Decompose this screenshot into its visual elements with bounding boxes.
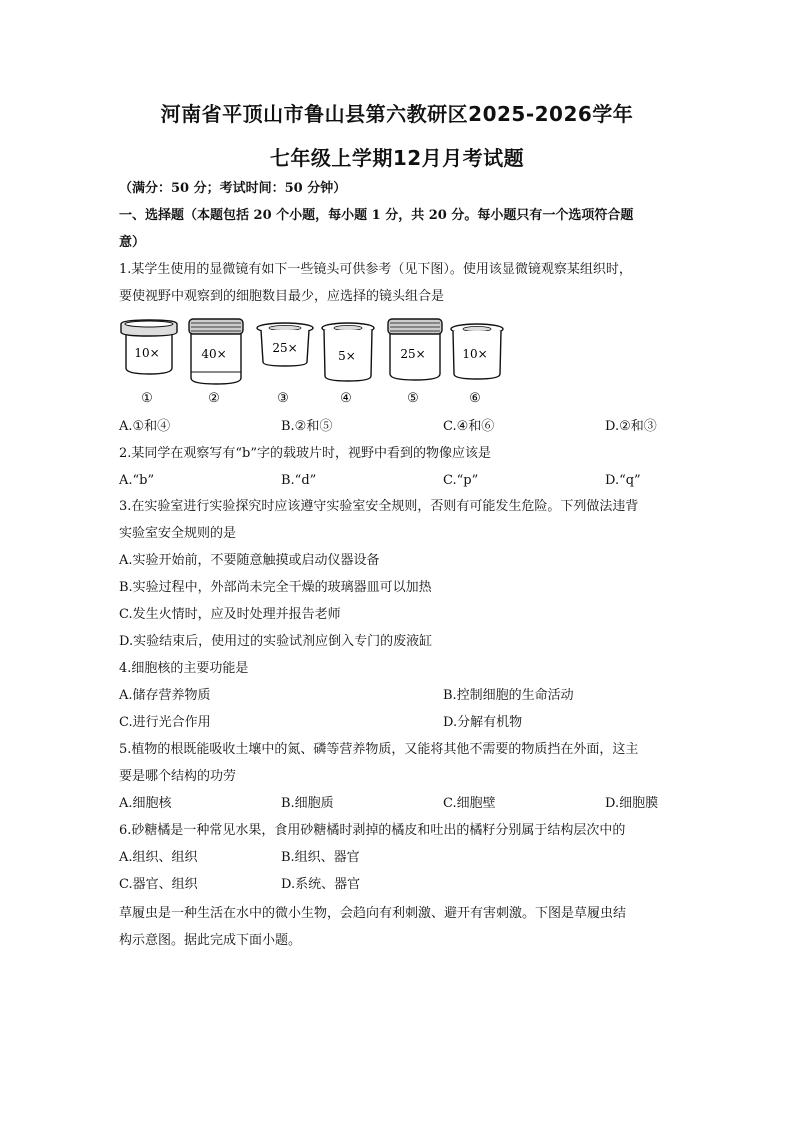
q4-option-b: B.控制细胞的生命活动 [443,688,574,703]
page-title-line-2: 七年级上学期12月月考试题 [269,146,525,170]
passage-line-1: 草履虫是一种生活在水中的微小生物，会趋向有利刺激、避开有害刺激。下图是草履虫结 [119,906,627,921]
q1-option-d: D.②和③ [605,419,657,434]
q5-option-d: D.细胞膜 [605,796,659,811]
lens-5-mag: 25× [400,347,426,361]
exam-meta: （满分：50 分；考试时间：50 分钟） [119,181,347,196]
q4-option-a: A.储存营养物质 [119,688,211,703]
q6-option-c: C.器官、组织 [119,877,198,892]
q6-option-d: D.系统、器官 [281,877,361,892]
q6-option-a: A.组织、组织 [119,850,198,865]
q1-stem-line-2: 要使视野中观察到的细胞数目最少，应选择的镜头组合是 [119,289,445,304]
q3-option-c: C.发生火情时，应及时处理并报告老师 [119,607,341,622]
q2-stem: 2.某同学在观察写有“b”字的载玻片时，视野中看到的物像应该是 [119,446,492,461]
lens-4-objective-icon [322,323,374,406]
passage-line-2: 构示意图。据此完成下面小题。 [119,933,302,948]
lens-3-objective-icon [257,323,313,406]
lens-6-num: ⑥ [469,391,481,406]
lens-1-eyepiece-icon [121,320,177,406]
section-heading-line-1: 一、选择题（本题包括 20 个小题，每小题 1 分，共 20 分。每小题只有一个选项符合题 [119,208,634,223]
q5-option-b: B.细胞质 [281,796,334,811]
q3-option-d: D.实验结束后，使用过的实验试剂应倒入专门的废液缸 [119,634,433,649]
q1-option-a: A.①和④ [119,419,171,434]
q5-stem-line-1: 5.植物的根既能吸收土壤中的氮、磷等营养物质，又能将其他不需要的物质挡在外面，这主 [119,742,639,757]
q4-option-c: C.进行光合作用 [119,715,211,730]
q3-option-a: A.实验开始前，不要随意触摸或启动仪器设备 [119,553,380,568]
q1-option-b: B.②和⑤ [281,419,333,434]
q3-stem-line-1: 3.在实验室进行实验探究时应该遵守实验室安全规则，否则有可能发生危险。下列做法违背 [119,499,639,514]
q2-option-a: A.“b” [119,473,155,488]
lens-3-mag: 25× [272,341,298,355]
q2-option-c: C.“p” [443,473,479,488]
section-heading-line-2: 意） [119,235,146,250]
q4-stem: 4.细胞核的主要功能是 [119,661,249,676]
q6-stem: 6.砂糖橘是一种常见水果，食用砂糖橘时剥掉的橘皮和吐出的橘籽分别属于结构层次中的 [119,823,626,838]
lens-2-num: ② [208,391,220,406]
lens-2-mag: 40× [201,347,227,361]
q5-option-c: C.细胞壁 [443,796,496,811]
q3-stem-line-2: 实验室安全规则的是 [119,526,237,541]
lens-1-num: ① [141,391,153,406]
q6-option-b: B.组织、器官 [281,850,360,865]
q4-option-d: D.分解有机物 [443,715,523,730]
lens-4-mag: 5× [338,349,356,363]
microscope-lens-figure [118,318,518,410]
lens-6-objective-icon [451,324,503,406]
q2-option-b: B.“d” [281,473,317,488]
lens-1-mag: 10× [134,346,160,360]
lens-5-num: ⑤ [407,391,419,406]
lens-5-eyepiece-icon [388,319,442,406]
q1-stem-line-1: 1.某学生使用的显微镜有如下一些镜头可供参考（见下图）。使用该显微镜观察某组织时， [119,262,632,277]
q1-option-c: C.④和⑥ [443,419,495,434]
lens-6-mag: 10× [462,347,488,361]
lens-3-num: ③ [277,391,289,406]
q5-stem-line-2: 要是哪个结构的功劳 [119,769,237,784]
page-title-line-1: 河南省平顶山市鲁山县第六教研区2025-2026学年 [160,102,634,126]
q2-option-d: D.“q” [605,473,641,488]
q5-option-a: A.细胞核 [119,796,172,811]
lens-2-eyepiece-icon [189,319,243,406]
q3-option-b: B.实验过程中，外部尚未完全干燥的玻璃器皿可以加热 [119,580,432,595]
lens-4-num: ④ [340,391,352,406]
